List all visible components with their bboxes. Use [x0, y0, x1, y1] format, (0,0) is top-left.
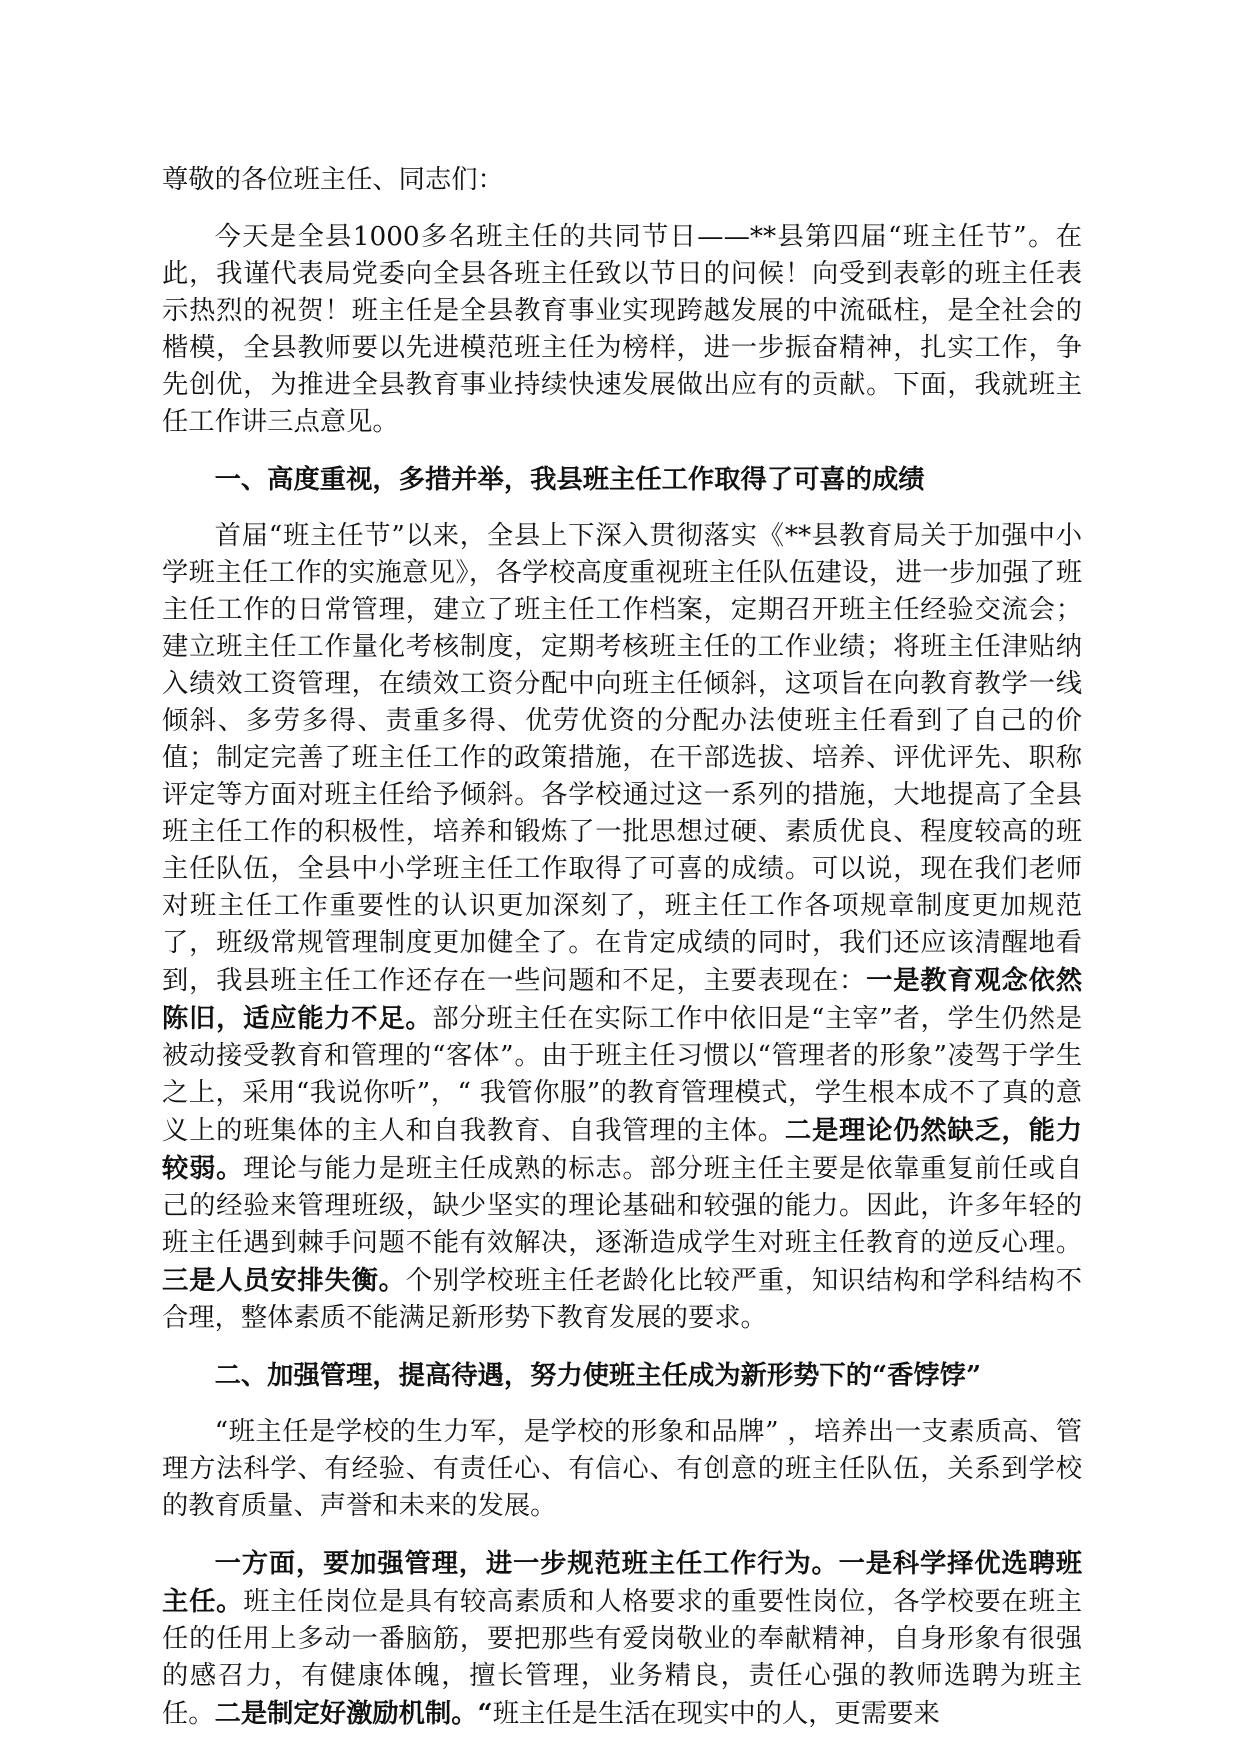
paragraph-text: 首届“班主任节”以来，全县上下深入贯彻落实《**县教育局关于加强中小学班主任工作的实施意见》，各学校高度重视班主任队伍建设，进一步加强了班主任工作的日常管理，建立了班主任工作档案，定期召开班主任经验交流会；建立班主任工作量化考核制度，定期考核班主任的工作业绩；将班主任津贴纳入绩效工资管理，在绩效工资分配中向班主任倾斜，这项旨在向教育教学一线倾斜、多劳多得、责重多得、优劳优资的分配办法使班主任看到了自己的价值；制定完善了班主任工作的政策措施，在干部选拔、培养、评优评先、职称评定等方面对班主任给予倾斜。各学校通过这一系列的措施，大地提高了全县班主任工作的积极性，培养和锻炼了一批思想过硬、素质优良、程度较高的班主任队伍，全县中小学班主任工作取得了可喜的成绩。可以说，现在我们老师对班主任工作重要性的认识更加深刻了，班主任工作各项规章制度更加规范了，班级常规管理制度更加健全了。在肯定成绩的同时，我们还应该清醒地看到，我县班主任工作还存在一些问题和不足，主要表现在： [162, 521, 1082, 996]
paragraph-text: 部分班主任在实际工作中依旧是“主宰”者，学生仍然是被动接受教育和管理的“客体”。由于班主任习惯以“管理者的形象”凌驾于学生之上，采用“我说你听”，“ 我管你服”的教育管理模式，学生根本成不了真的意义上的班集体的主人和自我教育、自我管理的主体。 [162, 1004, 1083, 1146]
bold-point-2: 二是理论仍然缺乏，能力较弱。 [162, 1115, 1083, 1184]
bold-point-2: 二是制定好激励机制。“ [214, 1698, 493, 1729]
paragraph-management [162, 1545, 1082, 1733]
paragraph-text: 班主任岗位是具有较高素质和人格要求的重要性岗位，各学校要在班主任的任用上多动一番脑筋，要把那些有爱岗敬业的奉献精神，自身形象有很强的感召力，有健康体魄，擅长管理，业务精良，责任心强的教师选聘为班主任。 [162, 1587, 1083, 1729]
paragraph-intro: 今天是全县1000多名班主任的共同节日——**县第四届“班主任节”。在此，我谨代表局党委向全县各班主任致以节日的问候！向受到表彰的班主任表示热烈的祝贺！班主任是全县教育事业实现跨越发展的中流砥柱，是全社会的楷模，全县教师要以先进模范班主任为榜样，进一步振奋精神，扎实工作，争先创优，为推进全县教育事业持续快速发展做出应有的贡献。下面，我就班主任工作讲三点意见。 [162, 222, 1082, 437]
bold-point-1: 一方面，要加强管理，进一步规范班主任工作行为。一是科学择优选聘班主任。 [162, 1548, 1082, 1617]
document-body [162, 162, 1082, 1733]
bold-point-3: 三是人员安排失衡。 [162, 1265, 406, 1296]
section-heading-1: 一、高度重视，多措并举，我县班主任工作取得了可喜的成绩 [214, 464, 925, 495]
salutation: 尊敬的各位班主任、同志们： [162, 165, 504, 195]
paragraph-text: 理论与能力是班主任成熟的标志。部分班主任主要是依靠重复前任或自己的经验来管理班级，缺少坚实的理论基础和较强的能力。因此，许多年轻的班主任遇到棘手问题不能有效解决，逐渐造成学生对班主任教育的逆反心理。 [162, 1154, 1083, 1258]
paragraph-text: 个别学校班主任老龄化比较严重，知识结构和学科结构不合理，整体素质不能满足新形势下教育发展的要求。 [162, 1266, 1083, 1333]
paragraph-achievements [162, 518, 1082, 1337]
paragraph-quote: “班主任是学校的生力军，是学校的形象和品牌” ，培养出一支素质高、管理方法科学、有经验、有责任心、有信心、有创意的班主任队伍，关系到学校的教育质量、声誉和未来的发展。 [162, 1417, 1082, 1521]
section-heading-2: 二、加强管理，提高待遇，努力使班主任成为新形势下的“香饽饽” [214, 1360, 982, 1391]
bold-point-1: 一是教育观念依然陈旧，适应能力不足。 [162, 965, 1083, 1034]
paragraph-text: 班主任是生活在现实中的人，更需要来 [492, 1699, 940, 1729]
